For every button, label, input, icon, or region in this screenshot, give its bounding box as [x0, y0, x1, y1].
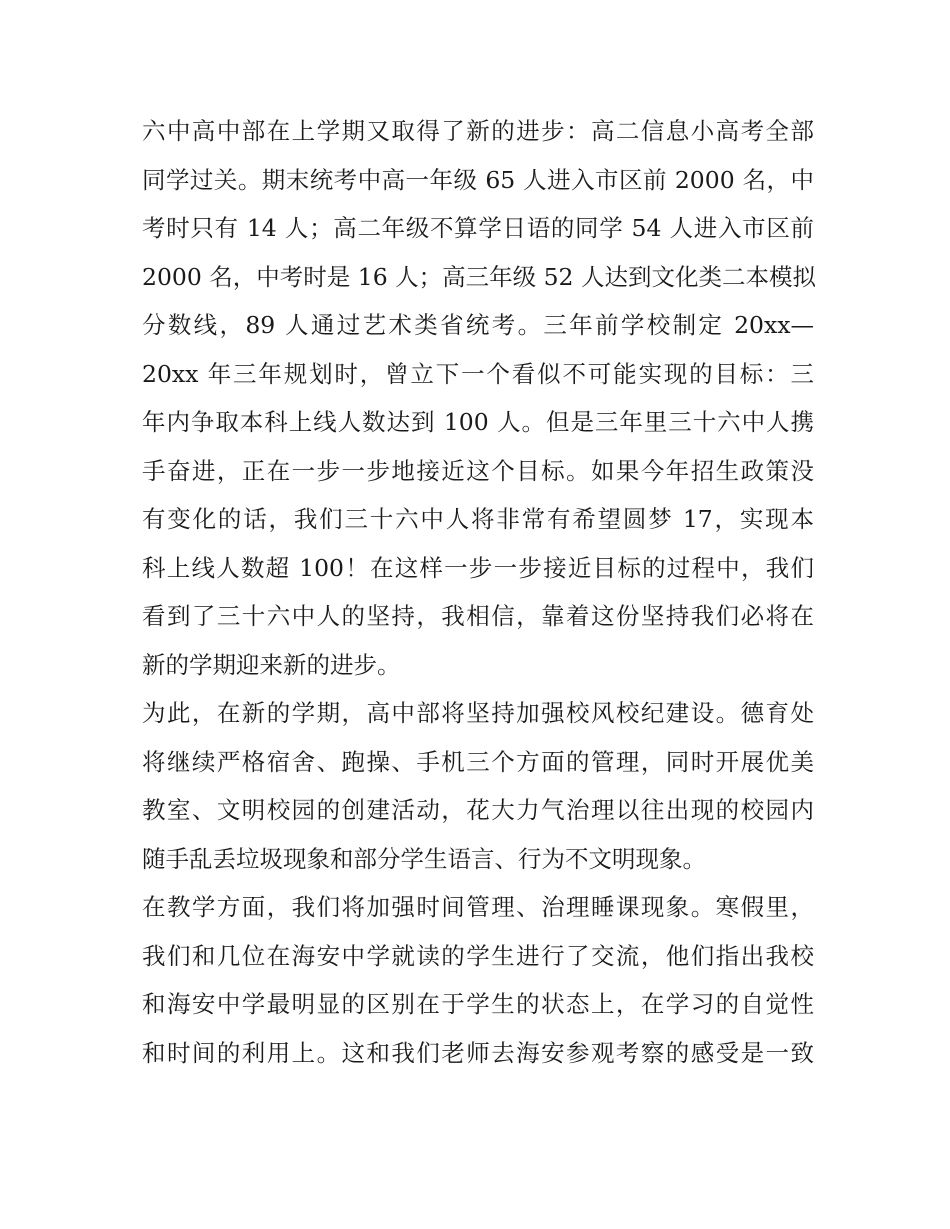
text-line: 将继续严格宿舍、跑操、手机三个方面的管理，同时开展优美: [142, 747, 814, 776]
text-line: 在教学方面，我们将加强时间管理、治理睡课现象。寒假里，: [142, 893, 814, 921]
text-line: 年内争取本科上线人数达到 100 人。但是三年里三十六中人携: [142, 408, 814, 436]
text-line: 2000 名，中考时是 16 人；高三年级 52 人达到文化类二本模拟: [142, 262, 816, 291]
document-body: [142, 107, 814, 1077]
text-line: 20xx 年三年规划时，曾立下一个看似不可能实现的目标：三: [142, 359, 814, 388]
text-line: 看到了三十六中人的坚持，我相信，靠着这份坚持我们必将在: [142, 602, 814, 630]
text-line: 同学过关。期末统考中高一年级 65 人进入市区前 2000 名，中: [142, 165, 814, 194]
text-line: 科上线人数超 100！在这样一步一步接近目标的过程中，我们: [142, 553, 814, 582]
paragraph-2: [142, 689, 814, 883]
text-line: 六中高中部在上学期又取得了新的进步：高二信息小高考全部: [142, 117, 814, 145]
text-line: 有变化的话，我们三十六中人将非常有希望圆梦 17，实现本: [142, 505, 814, 533]
text-line: 分数线，89 人通过艺术类省统考。三年前学校制定 20xx—: [142, 311, 814, 339]
paragraph-3: [142, 883, 814, 1077]
text-line: 为此，在新的学期，高中部将坚持加强校风校纪建设。德育处: [142, 699, 814, 727]
text-line: 考时只有 14 人；高二年级不算学日语的同学 54 人进入市区前: [142, 214, 814, 242]
text-line: 随手乱丢垃圾现象和部分学生语言、行为不文明现象。: [142, 844, 706, 873]
text-line: 新的学期迎来新的进步。: [142, 650, 401, 679]
text-line: 我们和几位在海安中学就读的学生进行了交流，他们指出我校: [142, 941, 814, 970]
text-line: 教室、文明校园的创建活动，花大力气治理以往出现的校园内: [142, 796, 814, 824]
text-line: 和海安中学最明显的区别在于学生的状态上，在学习的自觉性: [142, 990, 814, 1018]
text-line: 和时间的利用上。这和我们老师去海安参观考察的感受是一致: [142, 1038, 814, 1067]
text-line: 手奋进，正在一步一步地接近这个目标。如果今年招生政策没: [142, 456, 814, 485]
paragraph-1: [142, 107, 814, 689]
